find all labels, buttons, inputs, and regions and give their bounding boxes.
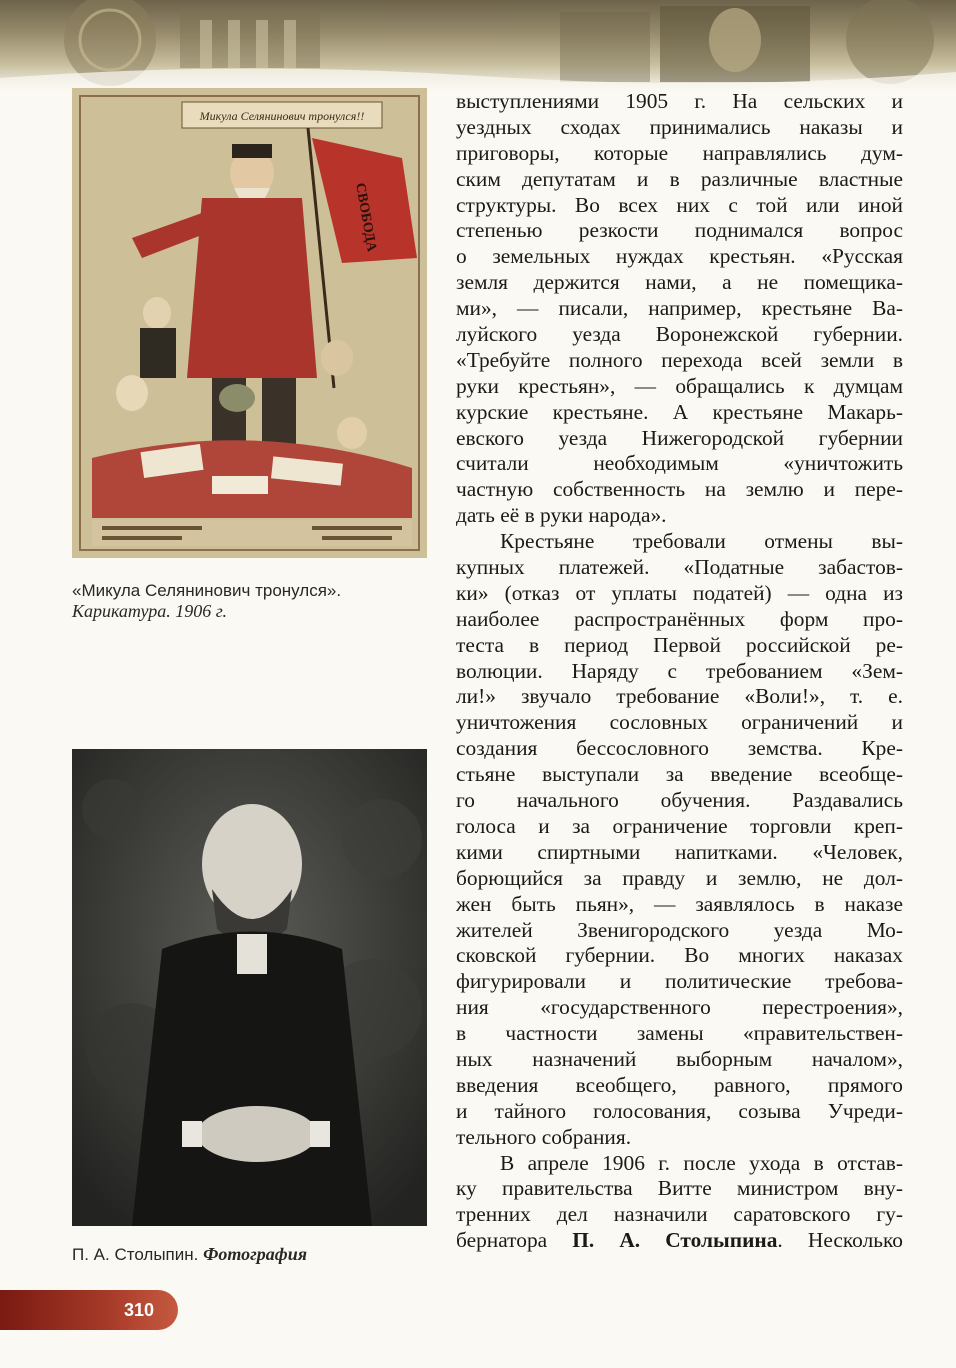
final-line-before: бернатора xyxy=(456,1228,573,1253)
text-line: частную собственность на землю и пере- xyxy=(456,477,903,502)
text-line: тельного собрания. xyxy=(456,1124,632,1149)
text-line: жителей Звенигородского уезда Мо- xyxy=(456,917,903,942)
text-line: «Требуйте полного перехода всей земли в xyxy=(456,347,903,372)
text-line: в частности замены «правительствен- xyxy=(456,1021,903,1046)
page-number: 310 xyxy=(124,1300,155,1320)
text-line: земля держится нами, а не помещика- xyxy=(456,270,903,295)
text-line: уничтожения сословных ограничений и xyxy=(456,710,903,735)
final-line-after: . Несколько xyxy=(777,1228,903,1253)
text-line: голоса и за ограничение торговли креп- xyxy=(456,813,903,838)
text-line: приговоры, которые направлялись дум- xyxy=(456,140,903,165)
photo-caption-type: Фотография xyxy=(203,1244,307,1264)
text-line: считали необходимым «уничтожить xyxy=(456,451,903,476)
text-line: стьяне выступали за введение всеобще- xyxy=(456,762,903,787)
text-line: ским депутатам и в различные властные xyxy=(456,166,903,191)
text-line: луйского уезда Воронежской губернии. xyxy=(456,322,903,347)
text-line: борющийся за правду и землю, не дол- xyxy=(456,865,903,890)
text-line: купных платежей. «Податные забастов- xyxy=(456,555,903,580)
caricature-caption xyxy=(72,580,432,622)
text-line: ми», — писали, например, крестьяне Ва- xyxy=(456,296,903,321)
text-line: введения всеобщего, равного, прямого xyxy=(456,1072,903,1097)
main-text-column xyxy=(456,89,903,1254)
text-line: евского уезда Нижегородской губернии xyxy=(456,425,903,450)
caricature-caption-type: Карикатура. 1906 г. xyxy=(72,601,228,621)
text-line: тренних дел назначили саратовского гу- xyxy=(456,1202,903,1227)
text-line: ку правительства Витте министром вну- xyxy=(456,1176,903,1201)
photo-caption xyxy=(72,1244,432,1265)
text-line: фигурировали и политические требова- xyxy=(456,969,903,994)
text-line: выступлениями 1905 г. На сельских и xyxy=(456,89,903,113)
final-line-bold-name: П. А. Столыпина xyxy=(572,1228,778,1253)
header-banner xyxy=(0,0,956,92)
text-line: уездных сходах принимались наказы и xyxy=(456,114,903,139)
text-line: о земельных нуждах крестьян. «Русская xyxy=(456,244,903,269)
banner-illustration xyxy=(0,0,956,92)
text-line: курские крестьяне. А крестьяне Макарь- xyxy=(456,399,903,424)
text-line: степенью резкости поднимался вопрос xyxy=(456,218,903,243)
text-line: волюции. Наряду с требованием «Зем- xyxy=(456,658,903,683)
text-line: жен быть пьян», — заявлялось в наказе xyxy=(456,891,903,916)
text-line: теста в период Первой российской ре- xyxy=(456,632,903,657)
text-line: го начального обучения. Раздавались xyxy=(456,788,903,813)
text-line: сковской губернии. Во многих наказах xyxy=(456,943,903,968)
text-line: В апреле 1906 г. после ухода в отстав- xyxy=(500,1150,903,1175)
text-line: создания бессословного земства. Кре- xyxy=(456,736,903,761)
caricature-image xyxy=(72,88,427,558)
photo-caption-title: П. А. Столыпин. xyxy=(72,1245,199,1264)
text-line: Крестьяне требовали отмены вы- xyxy=(500,529,903,554)
text-line: кими спиртными напитками. «Человек, xyxy=(456,839,903,864)
text-line: и тайного голосования, созыва Учреди- xyxy=(456,1098,903,1123)
text-line: дать её в руки народа». xyxy=(456,503,667,528)
text-line: ных назначений выборным началом», xyxy=(456,1046,903,1071)
text-line: ки» (отказ от уплаты податей) — одна из xyxy=(456,580,903,605)
flag-text: СВОБОДА xyxy=(352,181,379,253)
text-line: наиболее распространённых форм про- xyxy=(456,606,903,631)
caricature-caption-title: «Микула Селянинович тронулся». xyxy=(72,581,342,600)
text-line: ния «государственного перестроения», xyxy=(456,995,903,1020)
text-line: ли!» звучало требование «Воли!», т. е. xyxy=(456,684,903,709)
text-line: структуры. Во всех них с той или иной xyxy=(456,192,903,217)
poster-title: Микула Селянинович тронулся!! xyxy=(199,109,365,123)
stolypin-photo xyxy=(72,749,427,1226)
text-line: руки крестьян», — обращались к думцам xyxy=(456,373,903,398)
text-line-final xyxy=(456,1228,903,1254)
